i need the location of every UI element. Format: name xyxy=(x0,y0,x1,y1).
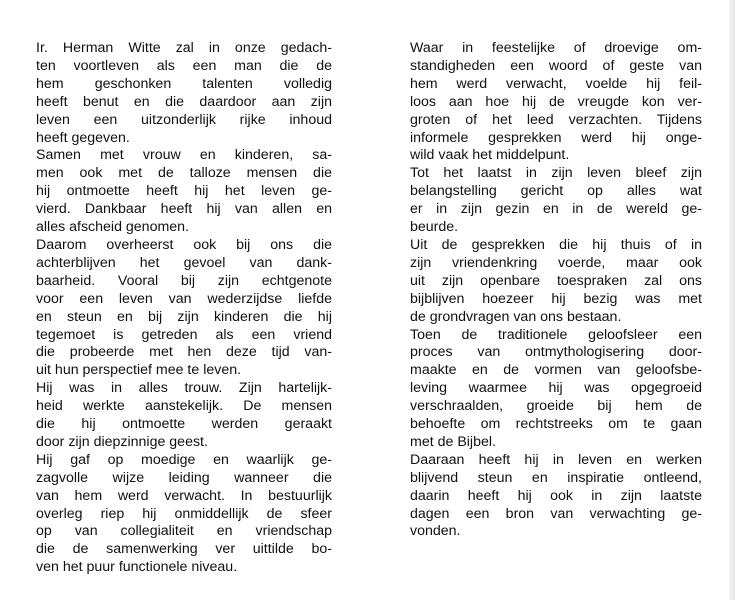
text-line: Hij gaf op moedige en waarlijk ge- xyxy=(36,451,332,468)
text-line: behoefte om rechtstreeks om te gaan xyxy=(410,416,702,433)
text-line: met de Bijbel. xyxy=(410,433,496,450)
text-paragraph xyxy=(36,40,332,147)
text-line: Daarom overheerst ook bij ons die xyxy=(36,236,332,253)
text-paragraph xyxy=(410,327,702,452)
text-line: van hem werd verwacht. In bestuurlijk xyxy=(36,487,332,504)
text-line: die probeerde met hen deze tijd van- xyxy=(36,344,332,361)
text-paragraph xyxy=(36,452,332,577)
text-line: daarin heeft hij ook in zijn laatste xyxy=(410,487,702,504)
text-line: op van collegialiteit en vriendschap xyxy=(36,523,332,540)
page-edge-strip xyxy=(729,0,735,600)
text-line: ten voortleven als een man die de xyxy=(36,57,332,74)
text-paragraph xyxy=(410,40,702,165)
text-line: Waar in feestelijke of droevige om- xyxy=(410,40,702,56)
text-line: vonden. xyxy=(410,523,461,540)
text-line: dagen een bron van verwachting ge- xyxy=(410,505,702,522)
text-line: heeft gegeven. xyxy=(36,129,130,146)
text-line: Samen met vrouw en kinderen, sa- xyxy=(36,147,332,164)
text-line: door zijn diepzinnige geest. xyxy=(36,433,208,450)
text-line: loos aan hoe hij de vreugde kon ver- xyxy=(410,93,702,110)
text-line: uit hun perspectief mee te leven. xyxy=(36,362,242,379)
text-line: baarheid. Vooral bij zijn echtgenote xyxy=(36,272,332,289)
text-line: men ook met de talloze mensen die xyxy=(36,165,332,182)
text-line: Ir. Herman Witte zal in onze gedach- xyxy=(36,40,332,56)
text-line: voor een leven van wederzijdse liefde xyxy=(36,290,332,307)
text-line: blijvend steun en inspiratie ontleend, xyxy=(410,469,702,486)
text-line: zijn vriendenkring voerde, maar ook xyxy=(410,254,702,271)
text-line: vierd. Dankbaar heeft hij van allen en xyxy=(36,201,332,218)
text-line: Tot het laatst in zijn leven bleef zijn xyxy=(410,165,702,182)
text-line: heeft benut en die daardoor aan zijn xyxy=(36,93,332,110)
text-line: hem werd verwacht, voelde hij feil- xyxy=(410,75,702,92)
text-line: die de samenwerking ver uittilde bo- xyxy=(36,541,332,558)
text-line: Hij was in alles trouw. Zijn hartelijk- xyxy=(36,380,332,397)
text-line: hem geschonken talenten volledig xyxy=(36,75,332,92)
text-paragraph xyxy=(36,147,332,237)
text-line: wild vaak het middelpunt. xyxy=(410,147,570,164)
text-line: leven een uitzonderlijk rijke inhoud xyxy=(36,111,332,128)
text-line: alles afscheid genomen. xyxy=(36,219,190,236)
text-line: proces van ontmythologisering door- xyxy=(410,344,702,361)
text-line: bijblijven hoezeer hij bezig was met xyxy=(410,290,702,307)
text-line: die hij ontmoette werden geraakt xyxy=(36,416,332,433)
text-line: verschraalden, groeide bij hem de xyxy=(410,398,702,415)
text-line: beurde. xyxy=(410,219,459,236)
text-line: ven het puur functionele niveau. xyxy=(36,559,238,576)
text-paragraph xyxy=(36,237,332,380)
text-line: belangstelling gericht op alles wat xyxy=(410,183,702,200)
text-line: hij ontmoette heeft hij het leven ge- xyxy=(36,183,332,200)
text-line: Toen de traditionele geloofsleer een xyxy=(410,326,702,343)
text-line: Uit de gesprekken die hij thuis of in xyxy=(410,236,702,253)
text-line: overleg riep hij onmiddellijk de sfeer xyxy=(36,505,332,522)
text-line: Daaraan heeft hij in leven en werken xyxy=(410,451,702,468)
text-line: er in zijn gezin en in de wereld ge- xyxy=(410,201,702,218)
text-line: tegemoet is getreden als een vriend xyxy=(36,326,332,343)
text-paragraph xyxy=(36,380,332,452)
text-line: en steun en bij zijn kinderen die hij xyxy=(36,308,332,325)
text-line: heid werkte aanstekelijk. De mensen xyxy=(36,398,332,415)
text-line: maakte en de vormen van geloofsbe- xyxy=(410,362,702,379)
text-line: standigheden een woord of geste van xyxy=(410,57,702,74)
text-paragraph xyxy=(410,165,702,237)
text-line: groten of het leed verzachten. Tijdens xyxy=(410,111,702,128)
text-paragraph xyxy=(410,237,702,327)
text-line: leving waarmee hij was opgegroeid xyxy=(410,380,702,397)
left-text-column xyxy=(36,40,332,577)
text-line: de grondvragen van ons bestaan. xyxy=(410,308,622,325)
text-paragraph xyxy=(410,452,702,542)
text-line: achterblijven het gevoel van dank- xyxy=(36,254,332,271)
text-line: uit zijn openbare toespraken zal ons xyxy=(410,272,702,289)
text-line: zagvolle wijze leiding wanneer die xyxy=(36,469,332,486)
text-line: informele gesprekken werd hij onge- xyxy=(410,129,702,146)
right-text-column xyxy=(410,40,702,541)
